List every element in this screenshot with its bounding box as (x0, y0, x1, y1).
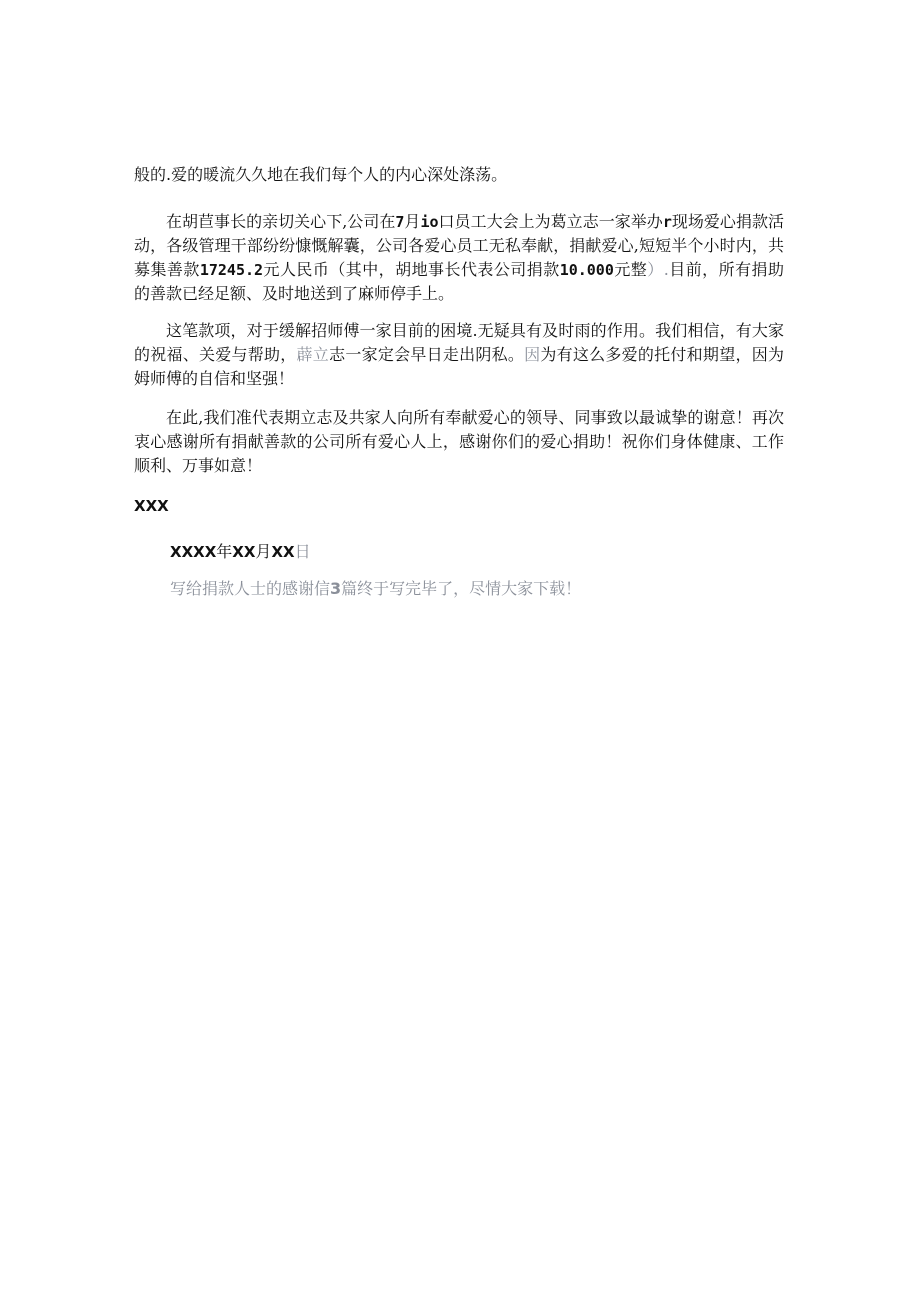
p2-text-2: 月 (404, 212, 421, 231)
date-month-suffix: 月 (255, 542, 272, 561)
p2-text-5: 元人民币（其中，胡地事长代表公司捐款 (263, 260, 560, 279)
p3-faint-char: 因 (524, 345, 541, 364)
paragraph-1 (134, 163, 784, 187)
p3-text-3: 为有这么多爱的托付和期望，因为姆师傅的自信和坚强！ (134, 345, 784, 388)
footer-number: 3 (330, 579, 342, 598)
p2-number-month: 7 (395, 213, 405, 231)
p3-text-1: 这笔款项，对于缓解招师傅一家目前的困境.无疑具有及时雨的作用。我们相信，有大家的祝福、关爱与帮助， (134, 321, 784, 364)
p2-text-4: 现场爱心捐款活动，各级管理干部纷纷慷慨解囊，公司各爱心员工无私奉献，捐献爱心,短短半个小时内，共募集善款 (134, 212, 784, 279)
date-day-suffix: 日 (294, 542, 311, 561)
p2-text-7: ）. (647, 260, 669, 279)
p3-faint-name: 薜立 (296, 345, 330, 364)
footer-text-1: 写给捐款人士的感谢信 (170, 579, 331, 598)
paragraph-2 (134, 210, 784, 306)
date-year: XXXX (170, 543, 217, 561)
signature-date (170, 539, 311, 562)
p2-letter-r: r (662, 213, 672, 231)
date-day: XX (271, 543, 295, 561)
paragraph-3 (134, 319, 784, 391)
paragraph-4 (134, 406, 784, 478)
p2-text-3: 口员工大会上为葛立志一家举办 (438, 212, 663, 231)
footer-text-2: 篇终于写完毕了，尽情大家下载！ (341, 579, 582, 598)
p2-amount-company: 10.000 (559, 261, 614, 279)
p2-text-1: 在胡苣事长的亲切关心下,公司在 (166, 212, 396, 231)
date-year-suffix: 年 (216, 542, 233, 561)
footer-note (170, 576, 581, 599)
p2-amount-total: 17245.2 (199, 261, 264, 279)
p3-text-2: 志一家定会早日走出阴私。 (329, 345, 525, 364)
paragraph-1-text: 般的.爱的暖流久久地在我们每个人的内心深处涤荡。 (134, 165, 508, 184)
p2-text-6: 元整 (613, 260, 648, 279)
signature-name: XXX (134, 497, 169, 515)
p4-text: 在此,我们准代表期立志及共家人向所有奉献爱心的领导、同事致以最诚挚的谢意！再次衷心感谢所有捐献善款的公司所有爱心人上，感谢你们的爱心捐助！祝你们身体健康、工作顺利、万事如意！ (134, 408, 784, 475)
p2-text-8: 目前，所有捐助的善款已经足额、及时地送到了麻师停手上。 (134, 260, 784, 303)
p2-number-day: io (420, 213, 439, 231)
date-month: XX (232, 543, 256, 561)
